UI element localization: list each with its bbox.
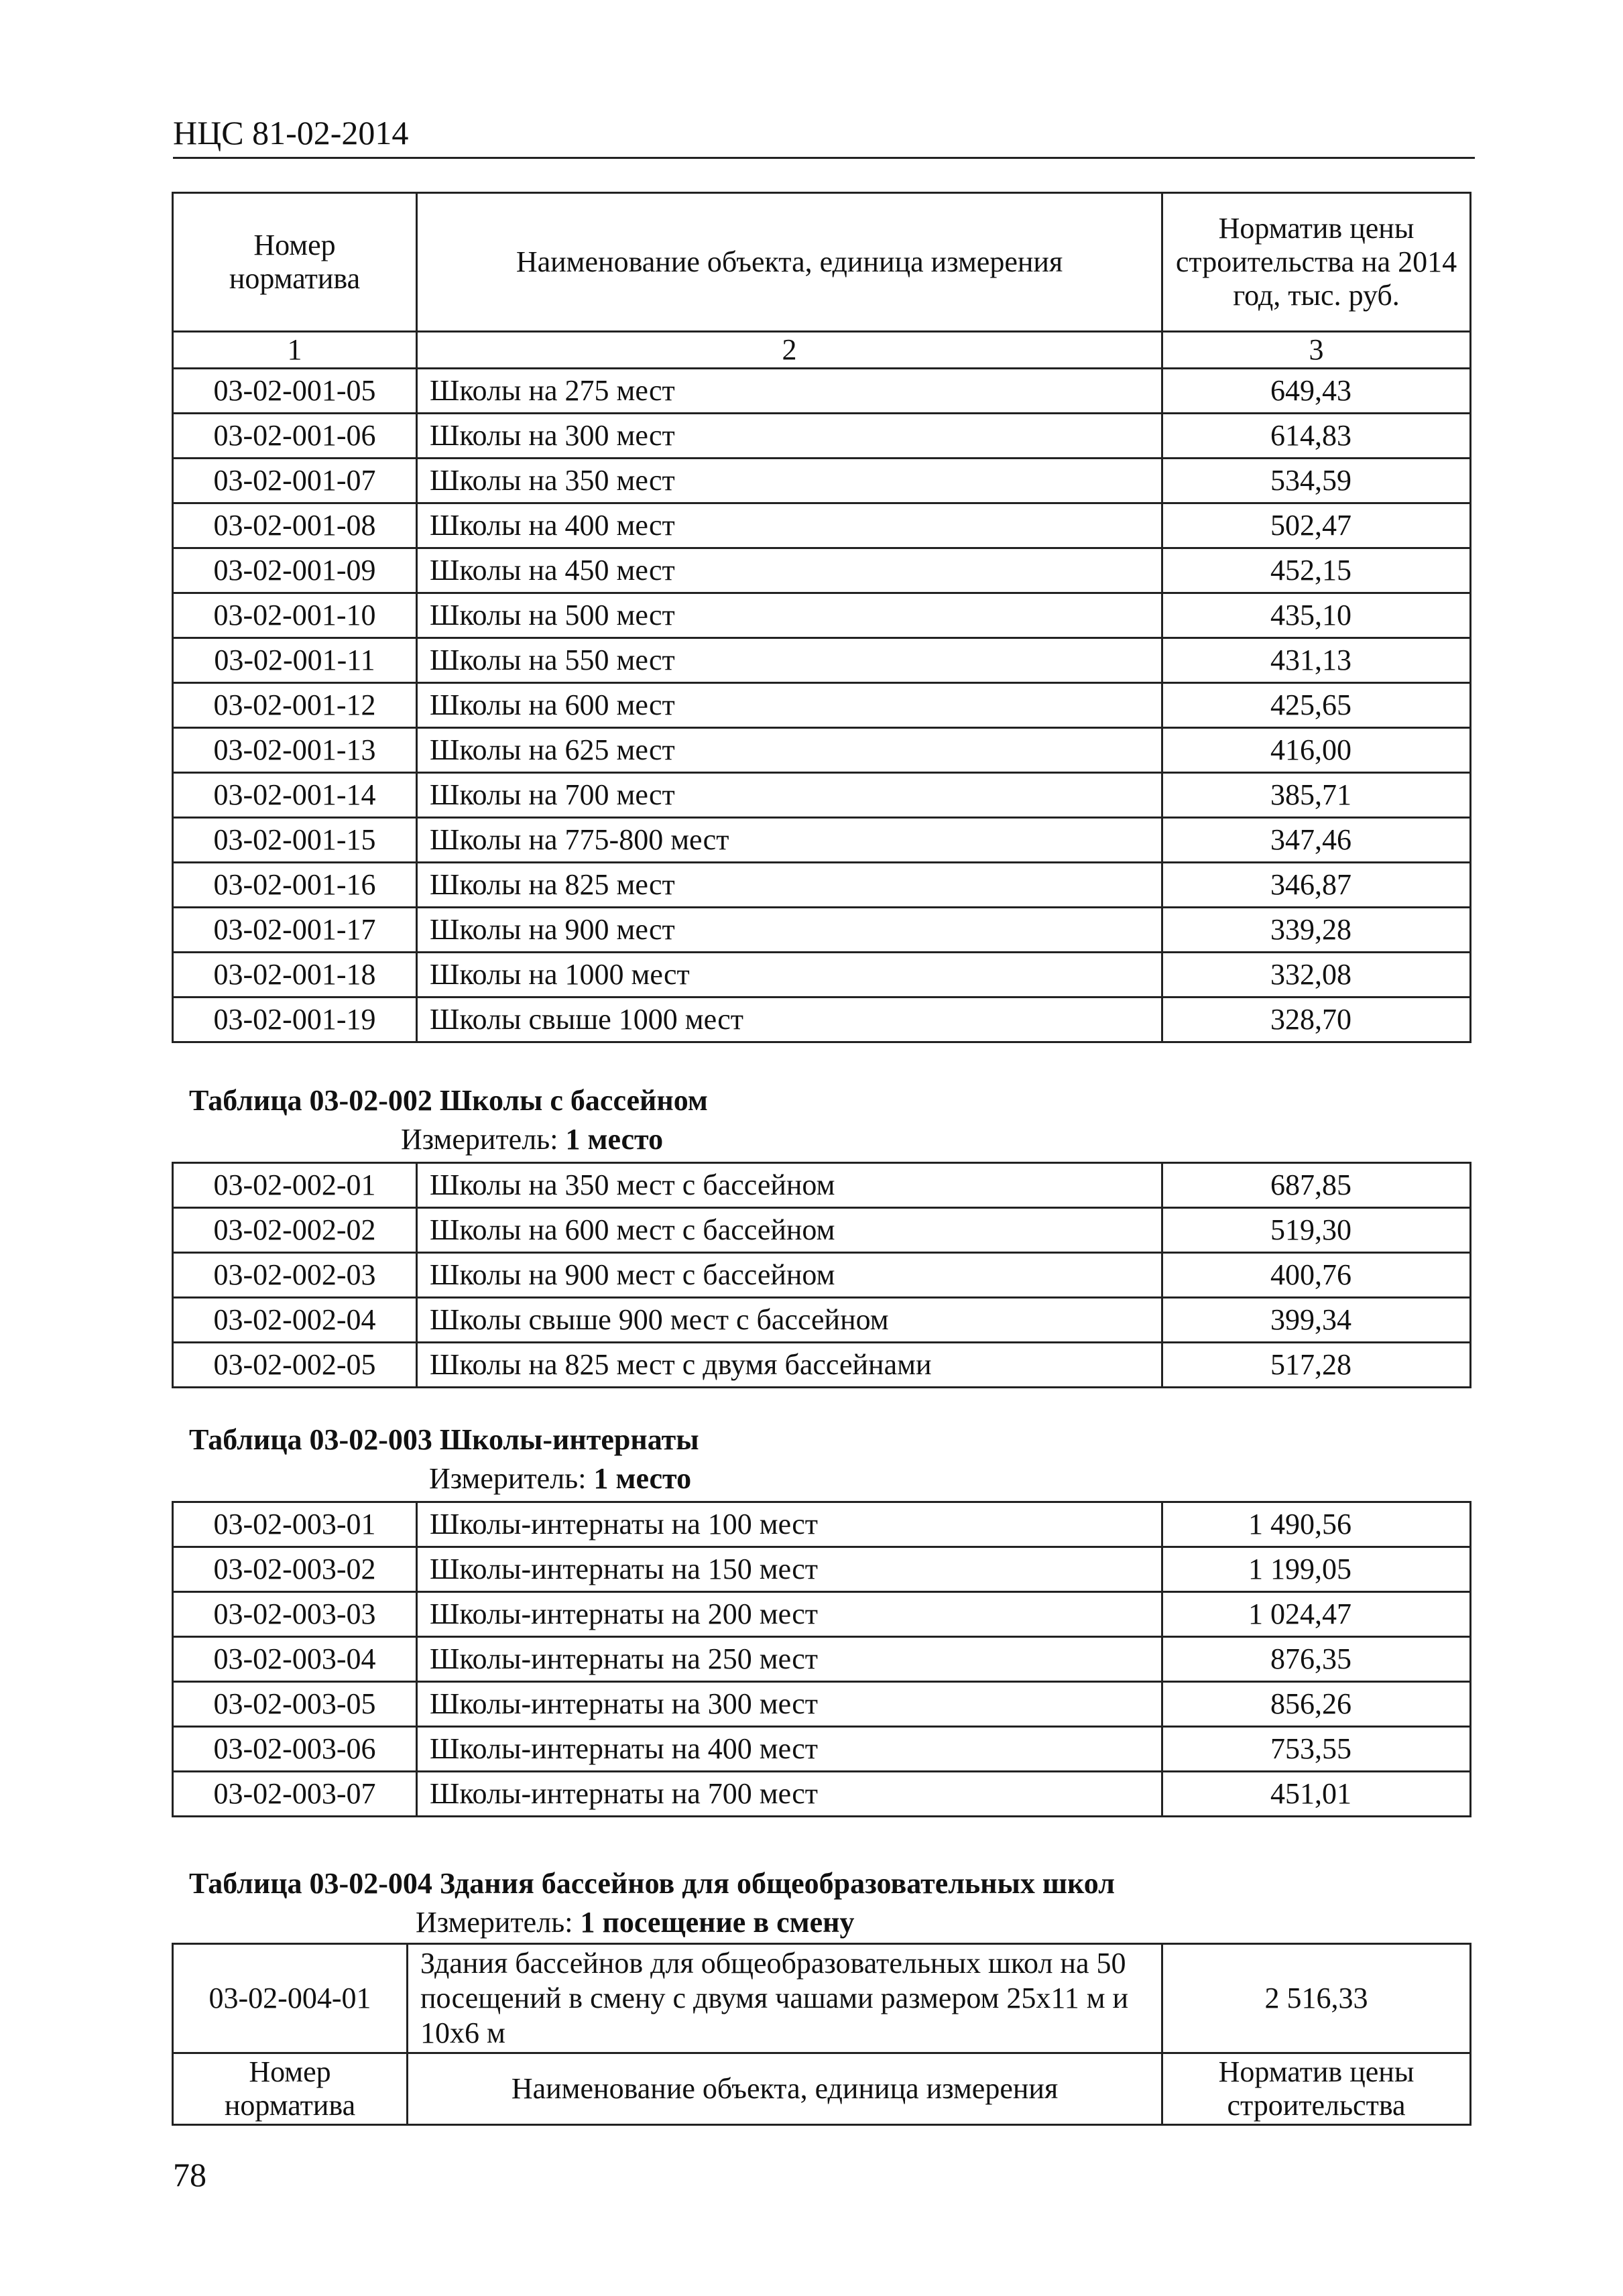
- row-name: Здания бассейнов для общеобразовательных школ на 50 посещений в смену с двумя чашами размером 25х11 м и 10х6 м: [408, 1944, 1162, 2053]
- row-name: Школы свыше 1000 мест: [417, 998, 1162, 1042]
- unit-label: Измеритель:: [401, 1123, 558, 1156]
- table-row: [173, 593, 1471, 638]
- row-name: Школы на 550 мест: [417, 638, 1162, 683]
- col-number-1: 1: [173, 332, 417, 369]
- row-name: Школы на 600 мест: [417, 683, 1162, 728]
- row-name: Школы-интернаты на 300 мест: [417, 1682, 1162, 1727]
- row-value: 435,10: [1162, 593, 1471, 638]
- table-row: [173, 1163, 1471, 1208]
- row-value: 346,87: [1162, 863, 1471, 908]
- table-004-title: Таблица 03-02-004 Здания бассейнов для общеобразовательных школ: [189, 1867, 1115, 1900]
- header-col-name: Наименование объекта, единица измерения: [417, 193, 1162, 332]
- row-value: 649,43: [1162, 369, 1471, 414]
- row-code: 03-02-002-05: [173, 1343, 417, 1388]
- row-value: 451,01: [1162, 1772, 1471, 1817]
- table-row: [173, 998, 1471, 1042]
- row-value: 385,71: [1162, 773, 1471, 818]
- table-row: [173, 728, 1471, 773]
- row-name: Школы на 350 мест с бассейном: [417, 1163, 1162, 1208]
- row-code: 03-02-002-02: [173, 1208, 417, 1253]
- row-code: 03-02-001-16: [173, 863, 417, 908]
- row-name: Школы на 625 мест: [417, 728, 1162, 773]
- table-row: [173, 1637, 1471, 1682]
- row-code: 03-02-001-06: [173, 414, 417, 459]
- table-row: [173, 548, 1471, 593]
- row-name: Школы-интернаты на 700 мест: [417, 1772, 1162, 1817]
- row-code: 03-02-003-02: [173, 1547, 417, 1592]
- row-name: Школы на 275 мест: [417, 369, 1162, 414]
- table-row: [173, 1253, 1471, 1298]
- table-row: [173, 1502, 1471, 1547]
- row-value: 502,47: [1162, 503, 1471, 548]
- table-002-unit: [401, 1120, 663, 1160]
- row-code: 03-02-001-07: [173, 459, 417, 503]
- table-header-row: [173, 193, 1471, 332]
- unit-value: 1 посещение в смену: [580, 1906, 855, 1939]
- row-value: 400,76: [1162, 1253, 1471, 1298]
- table-row: [173, 683, 1471, 728]
- row-code: 03-02-003-04: [173, 1637, 417, 1682]
- row-name: Школы-интернаты на 150 мест: [417, 1547, 1162, 1592]
- row-value: 2 516,33: [1162, 1944, 1471, 2053]
- row-name: Школы на 300 мест: [417, 414, 1162, 459]
- table-row: [173, 1772, 1471, 1817]
- norms-table-002: [172, 1162, 1471, 1388]
- header-col-price: Норматив цены строительства на 2014 год, тыс. руб.: [1162, 193, 1471, 332]
- table-row: [173, 773, 1471, 818]
- table-row: [173, 1944, 1471, 2053]
- row-code: 03-02-002-03: [173, 1253, 417, 1298]
- norms-table-001: [172, 192, 1471, 1043]
- row-value: 339,28: [1162, 908, 1471, 953]
- unit-value: 1 место: [593, 1462, 692, 1495]
- table-row: [173, 1208, 1471, 1253]
- row-name: Школы на 350 мест: [417, 459, 1162, 503]
- row-value: 687,85: [1162, 1163, 1471, 1208]
- table-row: [173, 1727, 1471, 1772]
- row-value: 416,00: [1162, 728, 1471, 773]
- row-name: Школы на 500 мест: [417, 593, 1162, 638]
- row-code: 03-02-001-19: [173, 998, 417, 1042]
- row-code: 03-02-001-14: [173, 773, 417, 818]
- row-value: 517,28: [1162, 1343, 1471, 1388]
- table-002-title: Таблица 03-02-002 Школы с бассейном: [189, 1084, 708, 1117]
- col-number-3: 3: [1162, 332, 1471, 369]
- row-code: 03-02-001-10: [173, 593, 417, 638]
- table-row: [173, 953, 1471, 998]
- row-value: 399,34: [1162, 1298, 1471, 1343]
- row-value: 519,30: [1162, 1208, 1471, 1253]
- table-row: [173, 459, 1471, 503]
- table-003-title: Таблица 03-02-003 Школы-интернаты: [189, 1423, 699, 1456]
- row-name: Школы на 700 мест: [417, 773, 1162, 818]
- table-row: [173, 1343, 1471, 1388]
- row-code: 03-02-003-01: [173, 1502, 417, 1547]
- row-value: 534,59: [1162, 459, 1471, 503]
- row-value: 856,26: [1162, 1682, 1471, 1727]
- row-code: 03-02-001-09: [173, 548, 417, 593]
- row-name: Школы-интернаты на 200 мест: [417, 1592, 1162, 1637]
- header-col-code: Номер норматива: [173, 193, 417, 332]
- row-name: Школы на 600 мест с бассейном: [417, 1208, 1162, 1253]
- row-name: Школы на 450 мест: [417, 548, 1162, 593]
- row-code: 03-02-003-05: [173, 1682, 417, 1727]
- row-value: 347,46: [1162, 818, 1471, 863]
- table-row: [173, 1547, 1471, 1592]
- row-value: 876,35: [1162, 1637, 1471, 1682]
- row-value: 614,83: [1162, 414, 1471, 459]
- row-code: 03-02-001-05: [173, 369, 417, 414]
- row-name: Школы на 775-800 мест: [417, 818, 1162, 863]
- table-row: [173, 503, 1471, 548]
- table-row: [173, 638, 1471, 683]
- row-value: 1 199,05: [1162, 1547, 1471, 1592]
- unit-value: 1 место: [565, 1123, 664, 1156]
- row-name: Школы-интернаты на 100 мест: [417, 1502, 1162, 1547]
- page-number: 78: [173, 2156, 206, 2193]
- document-header: [173, 113, 1475, 159]
- row-name: Школы-интернаты на 250 мест: [417, 1637, 1162, 1682]
- row-code: 03-02-001-12: [173, 683, 417, 728]
- row-name: Школы на 900 мест: [417, 908, 1162, 953]
- row-value: 452,15: [1162, 548, 1471, 593]
- row-code: 03-02-002-01: [173, 1163, 417, 1208]
- table-004-unit: [416, 1902, 854, 1943]
- footer-col-code: Номер норматива: [173, 2053, 408, 2125]
- row-value: 332,08: [1162, 953, 1471, 998]
- row-code: 03-02-003-06: [173, 1727, 417, 1772]
- table-003-unit: [429, 1459, 691, 1499]
- row-name: Школы-интернаты на 400 мест: [417, 1727, 1162, 1772]
- table-row: [173, 1298, 1471, 1343]
- row-value: 1 490,56: [1162, 1502, 1471, 1547]
- column-number-row: [173, 332, 1471, 369]
- row-code: 03-02-001-18: [173, 953, 417, 998]
- row-code: 03-02-001-08: [173, 503, 417, 548]
- row-value: 431,13: [1162, 638, 1471, 683]
- row-value: 328,70: [1162, 998, 1471, 1042]
- doc-code: НЦС 81-02-2014: [173, 114, 409, 152]
- norms-table-003: [172, 1501, 1471, 1817]
- row-value: 753,55: [1162, 1727, 1471, 1772]
- col-number-2: 2: [417, 332, 1162, 369]
- row-name: Школы на 400 мест: [417, 503, 1162, 548]
- row-code: 03-02-001-17: [173, 908, 417, 953]
- table-row: [173, 818, 1471, 863]
- norms-table-004: [172, 1943, 1471, 2126]
- row-value: 425,65: [1162, 683, 1471, 728]
- row-code: 03-02-003-03: [173, 1592, 417, 1637]
- row-name: Школы на 900 мест с бассейном: [417, 1253, 1162, 1298]
- footer-col-price: Норматив цены строительства: [1162, 2053, 1471, 2125]
- table-row: [173, 1682, 1471, 1727]
- row-name: Школы свыше 900 мест с бассейном: [417, 1298, 1162, 1343]
- table-row: [173, 863, 1471, 908]
- row-name: Школы на 825 мест с двумя бассейнами: [417, 1343, 1162, 1388]
- row-code: 03-02-004-01: [173, 1944, 408, 2053]
- table-row: [173, 369, 1471, 414]
- row-value: 1 024,47: [1162, 1592, 1471, 1637]
- row-code: 03-02-003-07: [173, 1772, 417, 1817]
- unit-label: Измеритель:: [429, 1462, 587, 1495]
- footer-col-name: Наименование объекта, единица измерения: [408, 2053, 1162, 2125]
- table-row: [173, 414, 1471, 459]
- table-footer-header-row: [173, 2053, 1471, 2125]
- table-row: [173, 1592, 1471, 1637]
- table-row: [173, 908, 1471, 953]
- row-code: 03-02-002-04: [173, 1298, 417, 1343]
- row-code: 03-02-001-13: [173, 728, 417, 773]
- row-name: Школы на 1000 мест: [417, 953, 1162, 998]
- row-code: 03-02-001-11: [173, 638, 417, 683]
- row-code: 03-02-001-15: [173, 818, 417, 863]
- row-name: Школы на 825 мест: [417, 863, 1162, 908]
- unit-label: Измеритель:: [416, 1906, 573, 1939]
